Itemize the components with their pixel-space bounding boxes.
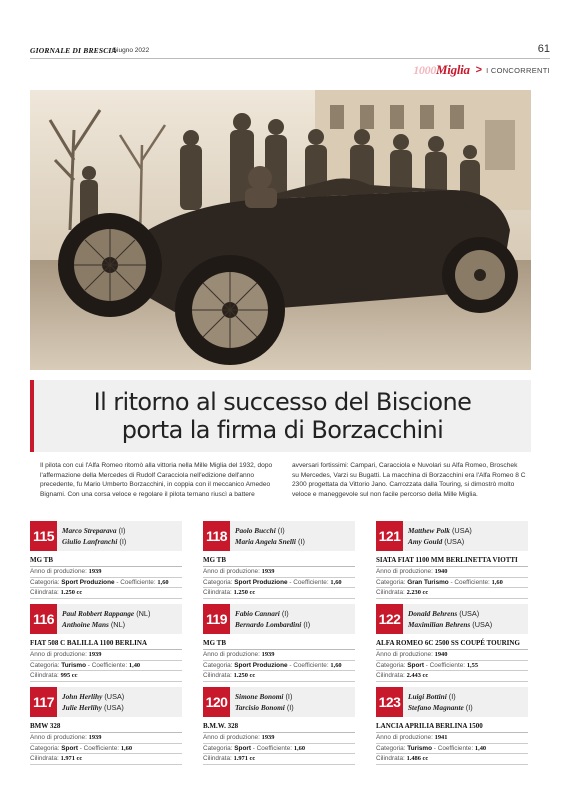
codriver-name: Amy Gould bbox=[408, 537, 443, 546]
lead-paragraph-left: Il pilota con cui l'Alfa Romeo ritornò alla vittoria nella Mille Miglia del 1932, dopo l'affermazione della Mercedes di Rudolf Caracciola nell'edizione dell'anno precedente, fu Mario Umberto Borzacchini, in coppia con il meccanico Amedeo Bignami. Con una corsa veloce e regolare il pilota ternano riuscì a battere bbox=[40, 462, 273, 498]
entry-header bbox=[376, 604, 528, 634]
entry-card bbox=[203, 521, 355, 599]
entry-card bbox=[376, 687, 528, 765]
codriver-name: Giulio Lanfranchi bbox=[62, 537, 118, 546]
production-year: Anno di produzione: 1941 bbox=[376, 733, 528, 744]
category-row: Categoria: Sport Produzione - Coefficiente: 1,60 bbox=[30, 578, 182, 589]
displacement-row: Cilindrata: 1.971 cc bbox=[203, 754, 355, 765]
entry-drivers bbox=[235, 525, 305, 547]
entry-number: 121 bbox=[376, 521, 403, 551]
codriver-name: Maximilian Behrens bbox=[408, 620, 471, 629]
entry-header bbox=[203, 687, 355, 717]
entry-card bbox=[30, 521, 182, 599]
codriver-nationality: (USA) bbox=[472, 620, 493, 629]
race-car-photo-illustration bbox=[30, 90, 531, 370]
entry-card bbox=[203, 687, 355, 765]
article-headline: Il ritorno al successo del Biscione porta la firma di Borzacchini bbox=[93, 388, 472, 444]
car-model: MG TB bbox=[203, 554, 355, 567]
entry-header bbox=[30, 687, 182, 717]
lead-paragraph-right: avversari fortissimi: Campari, Caracciola e Nuvolari su Alfa Romeo, Broschek su Mercedes, Varzi su Bugatti. La macchina di Borzacchini era l'Alfa Romeo 8 C 2300 progettata da Vittorio Jano. Carrozzata dalla Touring, si dimostrò molto veloce e maneggevole sul non facile percorso della Mille Miglia. bbox=[292, 462, 526, 498]
issue-date: · Giugno 2022 bbox=[108, 47, 150, 54]
displacement-row: Cilindrata: 1.250 cc bbox=[30, 588, 182, 599]
entry-header bbox=[30, 604, 182, 634]
displacement-row: Cilindrata: 1.250 cc bbox=[203, 671, 355, 682]
displacement-row: Cilindrata: 995 cc bbox=[30, 671, 182, 682]
entry-header bbox=[203, 521, 355, 551]
codriver-name: Anthoine Mans bbox=[62, 620, 109, 629]
mille-miglia-logo: 1000Miglia bbox=[413, 62, 470, 77]
production-year: Anno di produzione: 1939 bbox=[203, 650, 355, 661]
section-header bbox=[413, 62, 550, 78]
driver-name: Donald Behrens bbox=[408, 609, 458, 618]
entry-number: 122 bbox=[376, 604, 403, 634]
entry-header bbox=[30, 521, 182, 551]
driver-nationality: (I) bbox=[277, 526, 285, 535]
codriver-name: Tarcisio Bonomi bbox=[235, 703, 285, 712]
production-year: Anno di produzione: 1939 bbox=[30, 733, 182, 744]
section-arrow-icon: > bbox=[475, 64, 483, 76]
driver-name: Paul Robbert Rappange bbox=[62, 609, 135, 618]
category-row: Categoria: Turismo - Coefficiente: 1,40 bbox=[376, 744, 528, 755]
entry-number: 118 bbox=[203, 521, 230, 551]
driver-nationality: (I) bbox=[281, 609, 289, 618]
car-model: B.M.W. 328 bbox=[203, 720, 355, 733]
entry-drivers bbox=[408, 691, 473, 713]
codriver-nationality: (I) bbox=[298, 537, 305, 546]
car-model: FIAT 508 C BALILLA 1100 BERLINA bbox=[30, 637, 182, 650]
codriver-nationality: (USA) bbox=[444, 537, 465, 546]
entry-drivers bbox=[62, 525, 126, 547]
production-year: Anno di produzione: 1939 bbox=[30, 650, 182, 661]
category-row: Categoria: Gran Turismo - Coefficiente: 1,60 bbox=[376, 578, 528, 589]
entry-drivers bbox=[235, 608, 310, 630]
entry-card bbox=[376, 521, 528, 599]
entry-drivers bbox=[62, 691, 124, 713]
driver-name: Paolo Bucchi bbox=[235, 526, 276, 535]
production-year: Anno di produzione: 1939 bbox=[203, 733, 355, 744]
category-row: Categoria: Sport Produzione - Coefficiente: 1,60 bbox=[203, 661, 355, 672]
header-rule bbox=[30, 58, 550, 59]
codriver-name: Maria Angela Snelli bbox=[235, 537, 296, 546]
codriver-nationality: (USA) bbox=[103, 703, 124, 712]
entry-number: 123 bbox=[376, 687, 403, 717]
driver-nationality: (I) bbox=[118, 526, 126, 535]
entry-number: 120 bbox=[203, 687, 230, 717]
driver-name: Luigi Bottini bbox=[408, 692, 447, 701]
driver-nationality: (USA) bbox=[459, 609, 480, 618]
driver-name: Matthew Polk bbox=[408, 526, 450, 535]
car-model: ALFA ROMEO 6C 2500 SS COUPÉ TOURING bbox=[376, 637, 528, 650]
category-row: Categoria: Turismo - Coefficiente: 1,40 bbox=[30, 661, 182, 672]
entry-number: 116 bbox=[30, 604, 57, 634]
entry-header bbox=[376, 687, 528, 717]
production-year: Anno di produzione: 1939 bbox=[30, 567, 182, 578]
codriver-name: Bernardo Lombardini bbox=[235, 620, 302, 629]
driver-nationality: (I) bbox=[448, 692, 456, 701]
driver-nationality: (NL) bbox=[136, 609, 151, 618]
entry-number: 119 bbox=[203, 604, 230, 634]
displacement-row: Cilindrata: 1.971 cc bbox=[30, 754, 182, 765]
driver-nationality: (I) bbox=[285, 692, 293, 701]
section-name: I CONCORRENTI bbox=[486, 65, 550, 75]
car-model: MG TB bbox=[30, 554, 182, 567]
entry-card bbox=[376, 604, 528, 682]
entry-drivers bbox=[408, 608, 492, 630]
displacement-row: Cilindrata: 2.443 cc bbox=[376, 671, 528, 682]
codriver-nationality: (I) bbox=[286, 703, 294, 712]
entry-card bbox=[30, 687, 182, 765]
entry-drivers bbox=[408, 525, 472, 547]
displacement-row: Cilindrata: 1.486 cc bbox=[376, 754, 528, 765]
entry-header bbox=[203, 604, 355, 634]
category-row: Categoria: Sport Produzione - Coefficiente: 1,60 bbox=[203, 578, 355, 589]
codriver-name: Stefano Magnante bbox=[408, 703, 464, 712]
entry-card bbox=[30, 604, 182, 682]
driver-name: Simone Bonomi bbox=[235, 692, 284, 701]
codriver-nationality: (I) bbox=[465, 703, 473, 712]
production-year: Anno di produzione: 1939 bbox=[203, 567, 355, 578]
driver-nationality: (USA) bbox=[452, 526, 472, 535]
entry-drivers bbox=[62, 608, 150, 630]
production-year: Anno di produzione: 1940 bbox=[376, 567, 528, 578]
historic-race-car-photo bbox=[30, 90, 531, 370]
headline-panel bbox=[30, 380, 531, 452]
page-number: 61 bbox=[537, 43, 550, 55]
entry-header bbox=[376, 521, 528, 551]
entry-drivers bbox=[235, 691, 294, 713]
entry-number: 115 bbox=[30, 521, 57, 551]
car-model: LANCIA APRILIA BERLINA 1500 bbox=[376, 720, 528, 733]
codriver-nationality: (I) bbox=[303, 620, 311, 629]
codriver-nationality: (NL) bbox=[110, 620, 126, 629]
masthead bbox=[30, 44, 550, 58]
displacement-row: Cilindrata: 1.250 cc bbox=[203, 588, 355, 599]
car-model: SIATA FIAT 1100 MM BERLINETTA VIOTTI bbox=[376, 554, 528, 567]
newspaper-name: GIORNALE DI BRESCIA bbox=[30, 46, 117, 55]
driver-name: Fabio Cannari bbox=[235, 609, 280, 618]
category-row: Categoria: Sport - Coefficiente: 1,60 bbox=[30, 744, 182, 755]
entry-card bbox=[203, 604, 355, 682]
codriver-name: Julie Herlihy bbox=[62, 703, 102, 712]
car-model: BMW 328 bbox=[30, 720, 182, 733]
entry-number: 117 bbox=[30, 687, 57, 717]
production-year: Anno di produzione: 1940 bbox=[376, 650, 528, 661]
car-model: MG TB bbox=[203, 637, 355, 650]
codriver-nationality: (I) bbox=[119, 537, 127, 546]
category-row: Categoria: Sport - Coefficiente: 1,55 bbox=[376, 661, 528, 672]
category-row: Categoria: Sport - Coefficiente: 1,60 bbox=[203, 744, 355, 755]
driver-name: Marco Streparava bbox=[62, 526, 117, 535]
displacement-row: Cilindrata: 2.230 cc bbox=[376, 588, 528, 599]
driver-name: John Herlihy bbox=[62, 692, 103, 701]
driver-nationality: (USA) bbox=[104, 692, 125, 701]
